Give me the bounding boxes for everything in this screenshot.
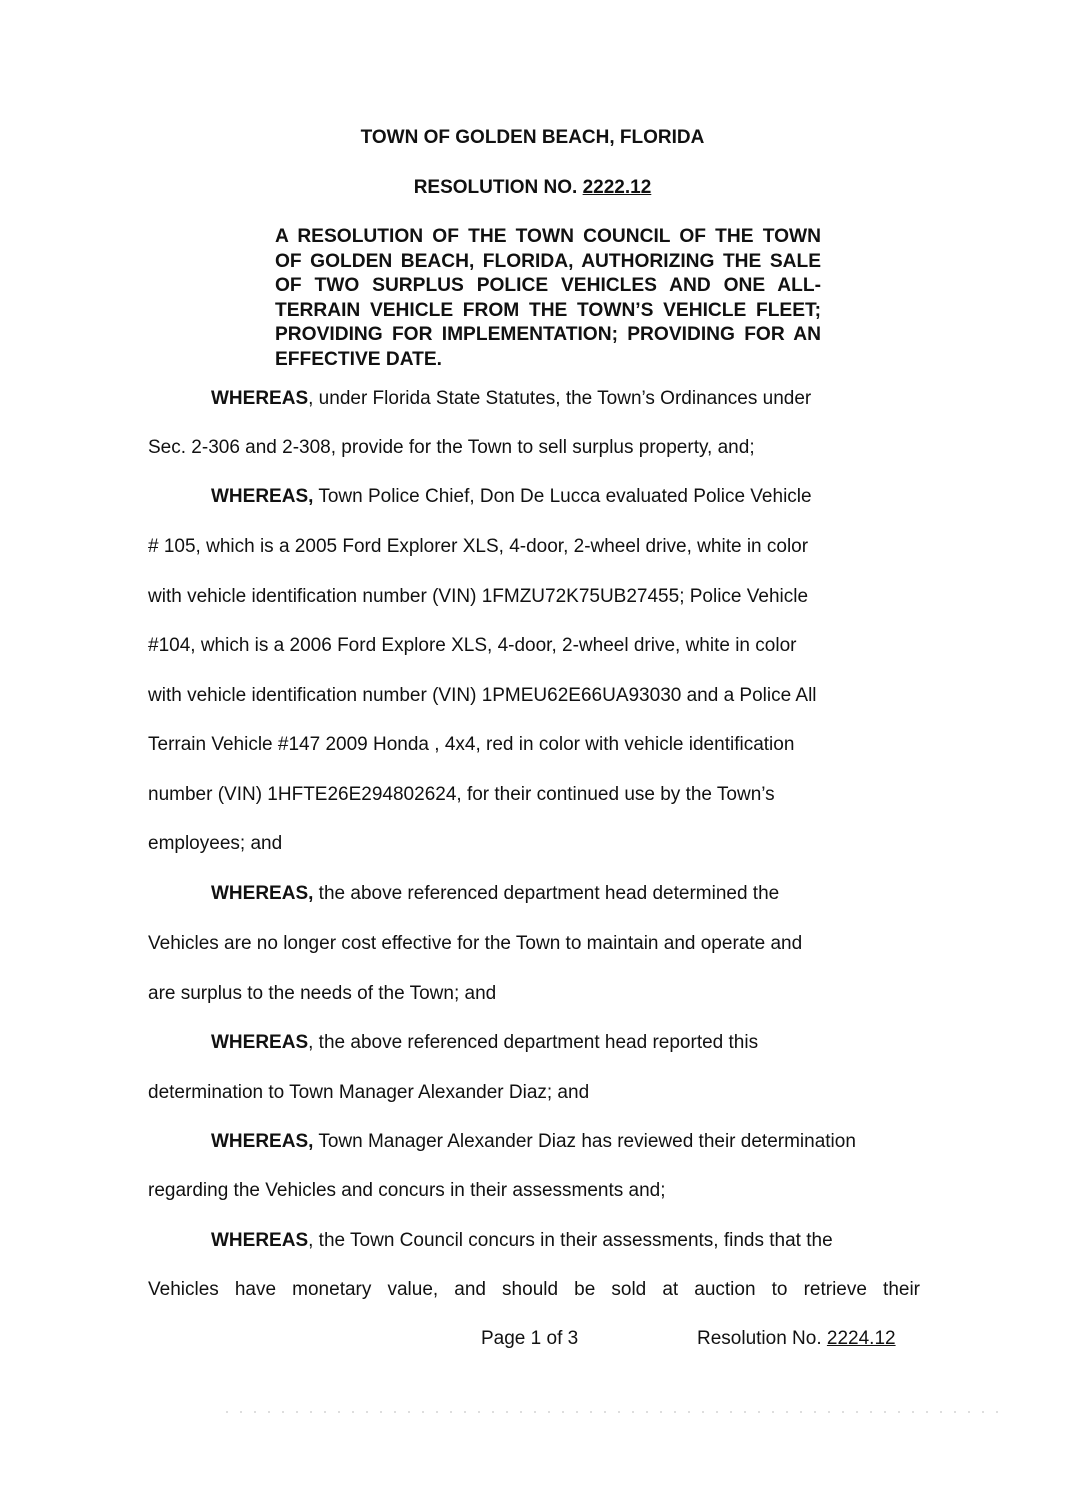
line-text: , under Florida State Statutes, the Town’s Ordinances under	[308, 388, 812, 409]
whereas-keyword: WHEREAS	[211, 388, 309, 409]
whereas-clause-start	[211, 486, 812, 508]
body-line	[148, 635, 796, 657]
line-text: Vehicles are no longer cost effective for the Town to maintain and operate and	[148, 933, 803, 954]
body-line	[148, 983, 496, 1005]
whereas-keyword: WHEREAS	[211, 1230, 309, 1251]
body-line	[148, 536, 808, 558]
line-text: Town Manager Alexander Diaz has reviewed their determination	[313, 1131, 856, 1152]
line-text: determination to Town Manager Alexander Diaz; and	[148, 1082, 590, 1103]
line-text: Terrain Vehicle #147 2009 Honda , 4x4, red in color with vehicle identification	[148, 734, 795, 755]
line-text: with vehicle identification number (VIN) 1FMZU72K75UB27455; Police Vehicle	[148, 586, 809, 607]
page-number: Page 1 of 3	[481, 1328, 579, 1349]
line-text: , the Town Council concurs in their assessments, finds that the	[308, 1230, 833, 1251]
resolution-number: 2222.12	[582, 177, 652, 198]
body-line	[148, 833, 282, 855]
body-line	[148, 1279, 920, 1301]
line-text: the above referenced department head determined the	[313, 883, 780, 904]
footer-resolution-number: 2224.12	[826, 1328, 896, 1349]
line-text: are surplus to the needs of the Town; and	[148, 983, 497, 1004]
whereas-keyword: WHEREAS	[211, 1032, 309, 1053]
body-line	[148, 437, 755, 459]
body-line	[148, 586, 808, 608]
body-line	[148, 933, 802, 955]
whereas-keyword: WHEREAS,	[211, 1131, 314, 1152]
body-line	[148, 1082, 589, 1104]
whereas-clause-start	[211, 883, 779, 905]
line-text: regarding the Vehicles and concurs in their assessments and;	[148, 1180, 666, 1201]
resolution-heading	[0, 177, 1065, 199]
whereas-keyword: WHEREAS,	[211, 883, 314, 904]
body-line	[148, 1180, 666, 1202]
line-text: Vehicles have monetary value, and should be sold at auction to retrieve their	[148, 1279, 920, 1300]
footer-resolution-prefix: Resolution No.	[697, 1328, 827, 1349]
whereas-clause-start	[211, 388, 811, 410]
line-text: with vehicle identification number (VIN) 1PMEU62E66UA93030 and a Police All	[148, 685, 817, 706]
body-line	[148, 685, 817, 707]
whereas-keyword: WHEREAS,	[211, 486, 314, 507]
town-heading: TOWN OF GOLDEN BEACH, FLORIDA	[360, 127, 705, 148]
whereas-clause-start	[211, 1032, 758, 1054]
whereas-clause-start	[211, 1230, 833, 1252]
line-text: Sec. 2-306 and 2-308, provide for the Town to sell surplus property, and;	[148, 437, 755, 458]
body-line	[148, 784, 775, 806]
line-text: employees; and	[148, 833, 283, 854]
line-text: , the above referenced department head reported this	[308, 1032, 759, 1053]
line-text: #104, which is a 2006 Ford Explore XLS, 4-door, 2-wheel drive, white in color	[148, 635, 797, 656]
line-text: Town Police Chief, Don De Lucca evaluated Police Vehicle	[313, 486, 812, 507]
body-line	[148, 734, 794, 756]
line-text: number (VIN) 1HFTE26E294802624, for their continued use by the Town’s	[148, 784, 775, 805]
footer-resolution	[697, 1328, 896, 1350]
resolution-title: A RESOLUTION OF THE TOWN COUNCIL OF THE TOWN OF GOLDEN BEACH, FLORIDA, AUTHORIZING THE SALE OF TWO SURPLUS POLICE VEHICLES AND ONE ALL-TERRAIN VEHICLE FROM THE TOWN’S VEHICLE FLEET; PROVIDING FOR IMPLEMENTATION; PROVIDING FOR AN EFFECTIVE DATE.	[275, 226, 821, 370]
scan-artifact	[220, 1410, 1000, 1414]
whereas-clause-start	[211, 1131, 856, 1153]
resolution-prefix: RESOLUTION NO.	[413, 177, 583, 198]
line-text: # 105, which is a 2005 Ford Explorer XLS, 4-door, 2-wheel drive, white in color	[148, 536, 809, 557]
